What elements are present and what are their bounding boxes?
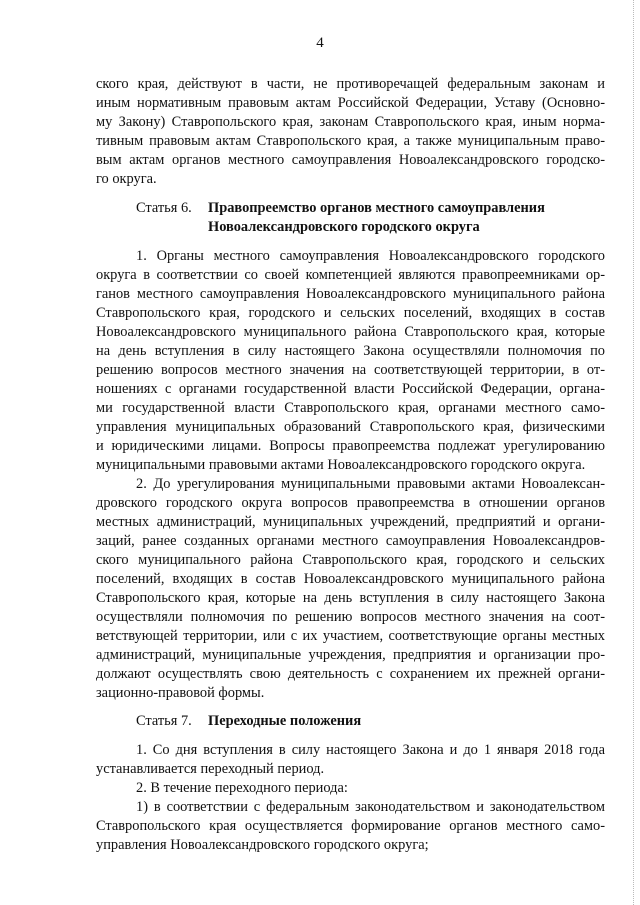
text-line: Новоалександровского муниципального района Ставропольского края, которые — [96, 324, 605, 340]
text-line: 1. Со дня вступления в силу настоящего Закона и до 1 января 2018 года — [136, 742, 605, 758]
text-line: и юридическими лицами. Вопросы правопреемства подлежат урегулированию — [96, 438, 605, 454]
text-line: ношениях с органами государственной власти Российской Федерации, органа- — [96, 381, 605, 397]
text-line: на день вступления в силу настоящего Закона осуществляли полномочия по — [96, 343, 605, 359]
article-7-title: Переходные положения — [208, 713, 362, 729]
text-line: ветствующей территории, или с их участием, соответствующие органы местных — [96, 628, 605, 644]
text-line: 1. Органы местного самоуправления Новоалександровского городского — [136, 248, 605, 264]
text-line: управления муниципальных образований Ставропольского края, физическими — [96, 419, 605, 435]
text-line: ганов местного самоуправления Новоалександровского муниципального района — [96, 286, 605, 302]
text-line: решению вопросов местного значения на соответствующей территории, в от- — [96, 362, 605, 378]
text-line: Ставропольского края осуществляется формирование органов местного само- — [96, 818, 605, 834]
article-7-label: Статья 7. — [136, 713, 192, 729]
text-line: иным нормативным правовым актам Российской Федерации, Уставу (Основно- — [96, 95, 605, 111]
text-line: должают осуществлять свою деятельность с сохранением их прежней органи- — [96, 666, 605, 682]
text-line: му Закону) Ставропольского края, законам Ставропольского края, иным норма- — [96, 114, 605, 130]
text-line: муниципальными правовыми актами Новоалександровского городского округа. — [96, 457, 586, 473]
text-line: ского муниципального района Ставропольского края, городского и сельских — [96, 552, 605, 568]
article-6-title-line1: Правопреемство органов местного самоуправления — [208, 200, 545, 216]
text-line: местных администраций, муниципальных учреждений, предприятий и органи- — [96, 514, 605, 530]
text-line: администраций, муниципальные учреждения, предприятия и организации про- — [96, 647, 605, 663]
text-line: 1) в соответствии с федеральным законодательством и законодательством — [136, 799, 605, 815]
text-line: управления Новоалександровского городского округа; — [96, 837, 429, 853]
text-line: вым актам органов местного самоуправления Новоалександровского городско- — [96, 152, 605, 168]
text-line: осуществляли полномочия по решению вопросов местного значения на соот- — [96, 609, 605, 625]
article-6-title-line2: Новоалександровского городского округа — [208, 219, 480, 235]
text-line: Ставропольского края, городского и сельских поселений, входящих в состав — [96, 305, 605, 321]
page-number: 4 — [316, 35, 324, 51]
text-line: 2. До урегулирования муниципальными правовыми актами Новоалексан- — [136, 476, 605, 492]
text-line: зационно-правовой формы. — [96, 685, 265, 701]
text-line: тивным правовым актам Ставропольского края, а также муниципальным право- — [96, 133, 605, 149]
text-line: поселений, входящих в состав Новоалександровского муниципального района — [96, 571, 605, 587]
article-6-label: Статья 6. — [136, 200, 192, 216]
text-line: го округа. — [96, 171, 157, 187]
text-line: дровского городского округа вопросов правопреемства в отношении органов — [96, 495, 605, 511]
text-line: ми государственной власти Ставропольского края, органами местного само- — [96, 400, 605, 416]
text-line: 2. В течение переходного периода: — [136, 780, 348, 796]
text-line: заций, ранее созданных органами местного самоуправления Новоалександров- — [96, 533, 605, 549]
text-line: округа в соответствии со своей компетенцией являются правопреемниками ор- — [96, 267, 605, 283]
text-line: Ставропольского края, которые на день вступления в силу настоящего Закона — [96, 590, 605, 606]
text-line: ского края, действуют в части, не противоречащей федеральным законам и — [96, 76, 605, 92]
scan-edge-divider — [632, 0, 634, 905]
text-line: устанавливается переходный период. — [96, 761, 325, 777]
